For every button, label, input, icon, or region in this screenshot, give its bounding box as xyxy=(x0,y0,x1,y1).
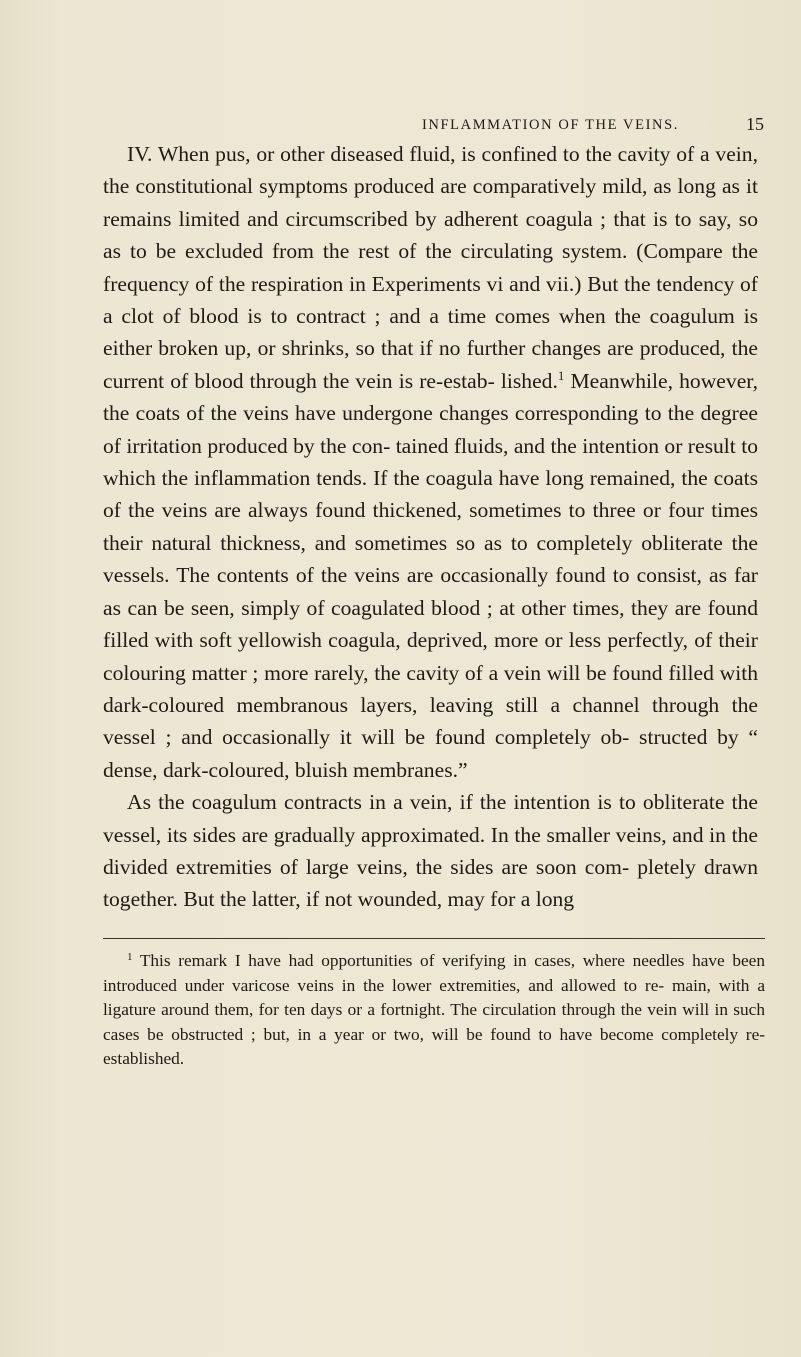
paragraph-section-iv xyxy=(103,138,758,786)
footnote-number: 1 xyxy=(127,951,133,963)
footnote xyxy=(103,949,765,1072)
body-text xyxy=(103,138,758,916)
paragraph-coagulum-contracts: As the coagulum contracts in a vein, if the intention is to obliterate the vessel, its sides are gradually approximated. In the smaller veins, and in the divided extremities of large veins, the sides are soon com- pletely drawn together. But the latter, if not wounded, may for a long xyxy=(103,790,758,912)
page-number: 15 xyxy=(746,114,764,134)
running-title: INFLAMMATION OF THE VEINS. xyxy=(422,117,679,133)
footnote-text: This remark I have had opportunities of verifying in cases, where needles have been introduced under varicose veins in the lower extremities, and allowed to re- main, with a ligature around them, for ten days or a fortnight. The circulation through the vein will in such cases be obstructed ; but, in a year or two, will be found to have become completely re-established. xyxy=(103,951,765,1069)
running-head xyxy=(100,113,764,137)
footnote-divider xyxy=(103,938,765,939)
paragraph-text-before-note: IV. When pus, or other diseased fluid, is confined to the cavity of a vein, the constitutional symptoms produced are comparatively mild, as long as it remains limited and circumscribed by adherent coagula ; that is to say, so as to be excluded from the rest of the circulating system. (Compare the frequency of the respiration in Experiments vi and vii.) But the tendency of a clot of blood is to contract ; and a time comes when the coagulum is either broken up, or shrinks, so that if no further changes are produced, the current of blood through the vein is re-estab- lished. xyxy=(103,142,758,393)
footnote-reference-mark: 1 xyxy=(557,367,565,383)
paragraph-text-after-note: Meanwhile, however, the coats of the veins have undergone changes corresponding to the degree of irritation produced by the con- tained fluids, and the intention or result to which the inflammation tends. If the coagula have long remained, the coats of the veins are always found thickened, sometimes to three or four times their natural thickness, and sometimes so as to completely obliterate the vessels. The contents of the veins are occasionally found to consist, as far as can be seen, simply of coagulated blood ; at other times, they are found filled with soft yellowish coagula, deprived, more or less perfectly, of their colouring matter ; more rarely, the cavity of a vein will be found filled with dark-coloured membranous layers, leaving still a channel through the vessel ; and occasionally it will be found completely ob- structed by “ dense, dark-coloured, bluish membranes.” xyxy=(103,368,758,782)
